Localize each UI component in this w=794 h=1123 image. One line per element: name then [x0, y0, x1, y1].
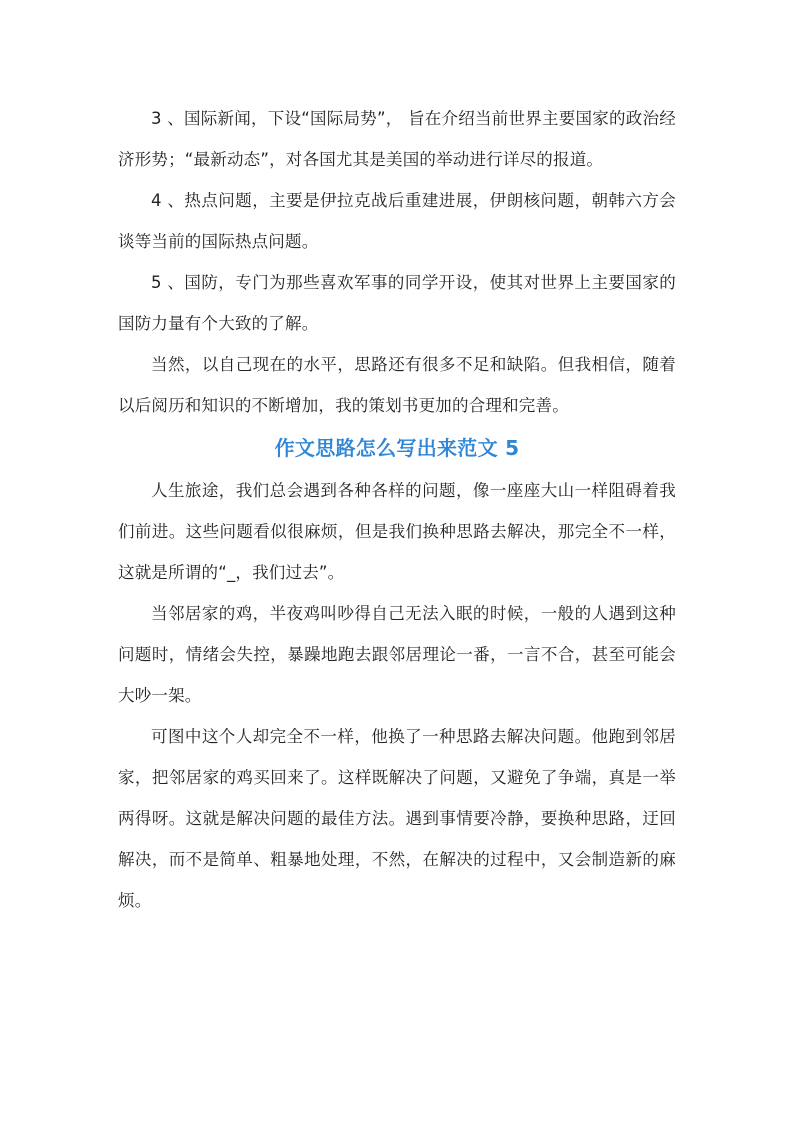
paragraph-solution: 可图中这个人却完全不一样，他换了一种思路去解决问题。他跑到邻居家，把邻居家的鸡买回来了。这样既解决了问题，又避免了争端，真是一举两得呀。这就是解决问题的最佳方法。遇到事情要冷静，要换种思路，迂回解决，而不是简单、粗暴地处理，不然，在解决的过程中，又会制造新的麻烦。	[118, 727, 676, 910]
document-page	[118, 98, 676, 921]
paragraph-neighbor-chicken: 当邻居家的鸡，半夜鸡叫吵得自己无法入眠的时候，一般的人遇到这种问题时，情绪会失控，暴躁地跑去跟邻居理论一番，一言不合，甚至可能会大吵一架。	[118, 604, 676, 705]
paragraph-conclusion: 当然，以自己现在的水平，思路还有很多不足和缺陷。但我相信，随着以后阅历和知识的不断增加，我的策划书更加的合理和完善。	[118, 355, 676, 415]
section-heading: 作文思路怎么写出来范文 5	[274, 436, 520, 460]
paragraph-national-defense: 5 、国防，专门为那些喜欢军事的同学开设，使其对世界上主要国家的国防力量有个大致的了解。	[118, 273, 676, 333]
paragraph-life-journey: 人生旅途，我们总会遇到各种各样的问题，像一座座大山一样阻碍着我们前进。这些问题看似很麻烦，但是我们换种思路去解决，那完全不一样，这就是所谓的“_，我们过去”。	[118, 481, 676, 582]
paragraph-hot-issues: 4 、热点问题，主要是伊拉克战后重建进展，伊朗核问题，朝韩六方会谈等当前的国际热点问题。	[118, 191, 676, 251]
paragraph-international-news: 3 、国际新闻，下设“国际局势”， 旨在介绍当前世界主要国家的政治经济形势；“最新动态”，对各国尤其是美国的举动进行详尽的报道。	[118, 109, 676, 169]
